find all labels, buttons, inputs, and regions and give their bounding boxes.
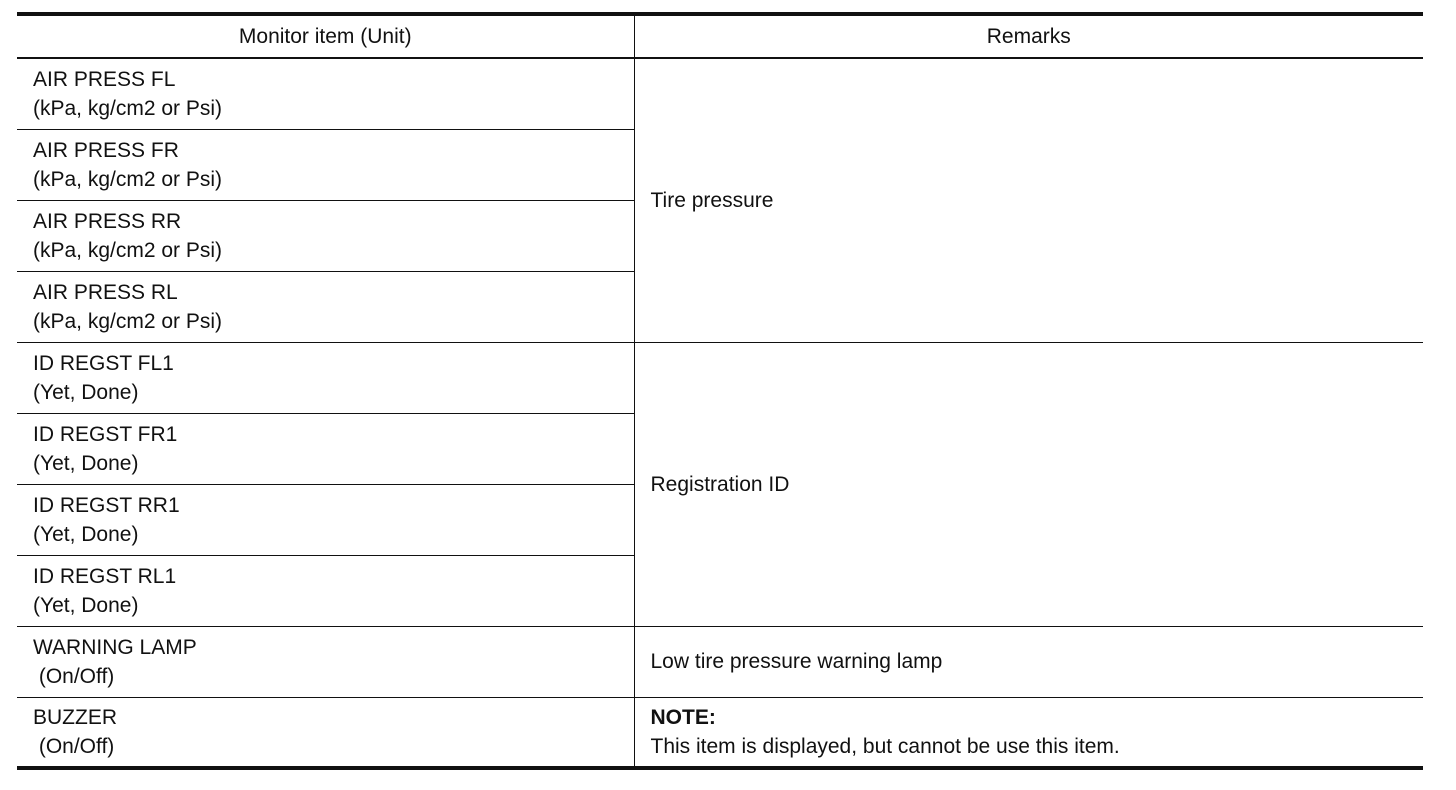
monitor-item-name: ID REGST RR1 <box>33 493 180 517</box>
monitor-item-name: AIR PRESS FR <box>33 138 179 162</box>
table-header-row <box>17 14 1423 58</box>
monitor-item-unit: (kPa, kg/cm2 or Psi) <box>33 96 223 120</box>
monitor-items-table-container <box>17 12 1423 770</box>
monitor-item-name: AIR PRESS FL <box>33 67 176 91</box>
monitor-item-cell <box>17 342 634 413</box>
note-label: NOTE: <box>650 705 716 729</box>
monitor-item-cell <box>17 697 634 768</box>
monitor-item-cell <box>17 413 634 484</box>
monitor-item-cell <box>17 58 634 129</box>
monitor-item-cell <box>17 271 634 342</box>
monitor-item-cell <box>17 129 634 200</box>
header-remarks: Remarks <box>986 25 1071 48</box>
monitor-item-name: ID REGST FR1 <box>33 422 178 446</box>
monitor-item-name: BUZZER <box>33 705 117 729</box>
table-row <box>17 697 1423 768</box>
monitor-item-unit: (On/Off) <box>33 734 115 758</box>
monitor-item-unit: (kPa, kg/cm2 or Psi) <box>33 238 223 262</box>
monitor-item-unit: (kPa, kg/cm2 or Psi) <box>33 167 223 191</box>
monitor-item-name: ID REGST RL1 <box>33 564 177 588</box>
monitor-item-unit: (Yet, Done) <box>33 522 139 546</box>
monitor-item-name: AIR PRESS RR <box>33 209 182 233</box>
remark-cell-registration-id: Registration ID <box>634 342 1423 626</box>
monitor-item-name: WARNING LAMP <box>33 635 197 659</box>
table-row <box>17 626 1423 697</box>
table-row <box>17 58 1423 129</box>
monitor-item-unit: (kPa, kg/cm2 or Psi) <box>33 309 223 333</box>
monitor-item-unit: (Yet, Done) <box>33 451 139 475</box>
header-monitor-item: Monitor item (Unit) <box>17 14 634 58</box>
remark-cell-buzzer <box>634 697 1423 768</box>
monitor-item-unit: (On/Off) <box>33 664 115 688</box>
monitor-item-unit: (Yet, Done) <box>33 380 139 404</box>
table-row <box>17 342 1423 413</box>
monitor-item-cell <box>17 626 634 697</box>
monitor-item-unit: (Yet, Done) <box>33 593 139 617</box>
monitor-item-cell <box>17 200 634 271</box>
monitor-item-cell <box>17 484 634 555</box>
note-text: This item is displayed, but cannot be use this item. <box>650 734 1120 758</box>
monitor-items-table <box>17 12 1423 770</box>
monitor-item-cell <box>17 555 634 626</box>
monitor-item-name: AIR PRESS RL <box>33 280 178 304</box>
remark-cell-warning-lamp: Low tire pressure warning lamp <box>634 626 1423 697</box>
remark-cell-tire-pressure: Tire pressure <box>634 58 1423 342</box>
monitor-item-name: ID REGST FL1 <box>33 351 174 375</box>
